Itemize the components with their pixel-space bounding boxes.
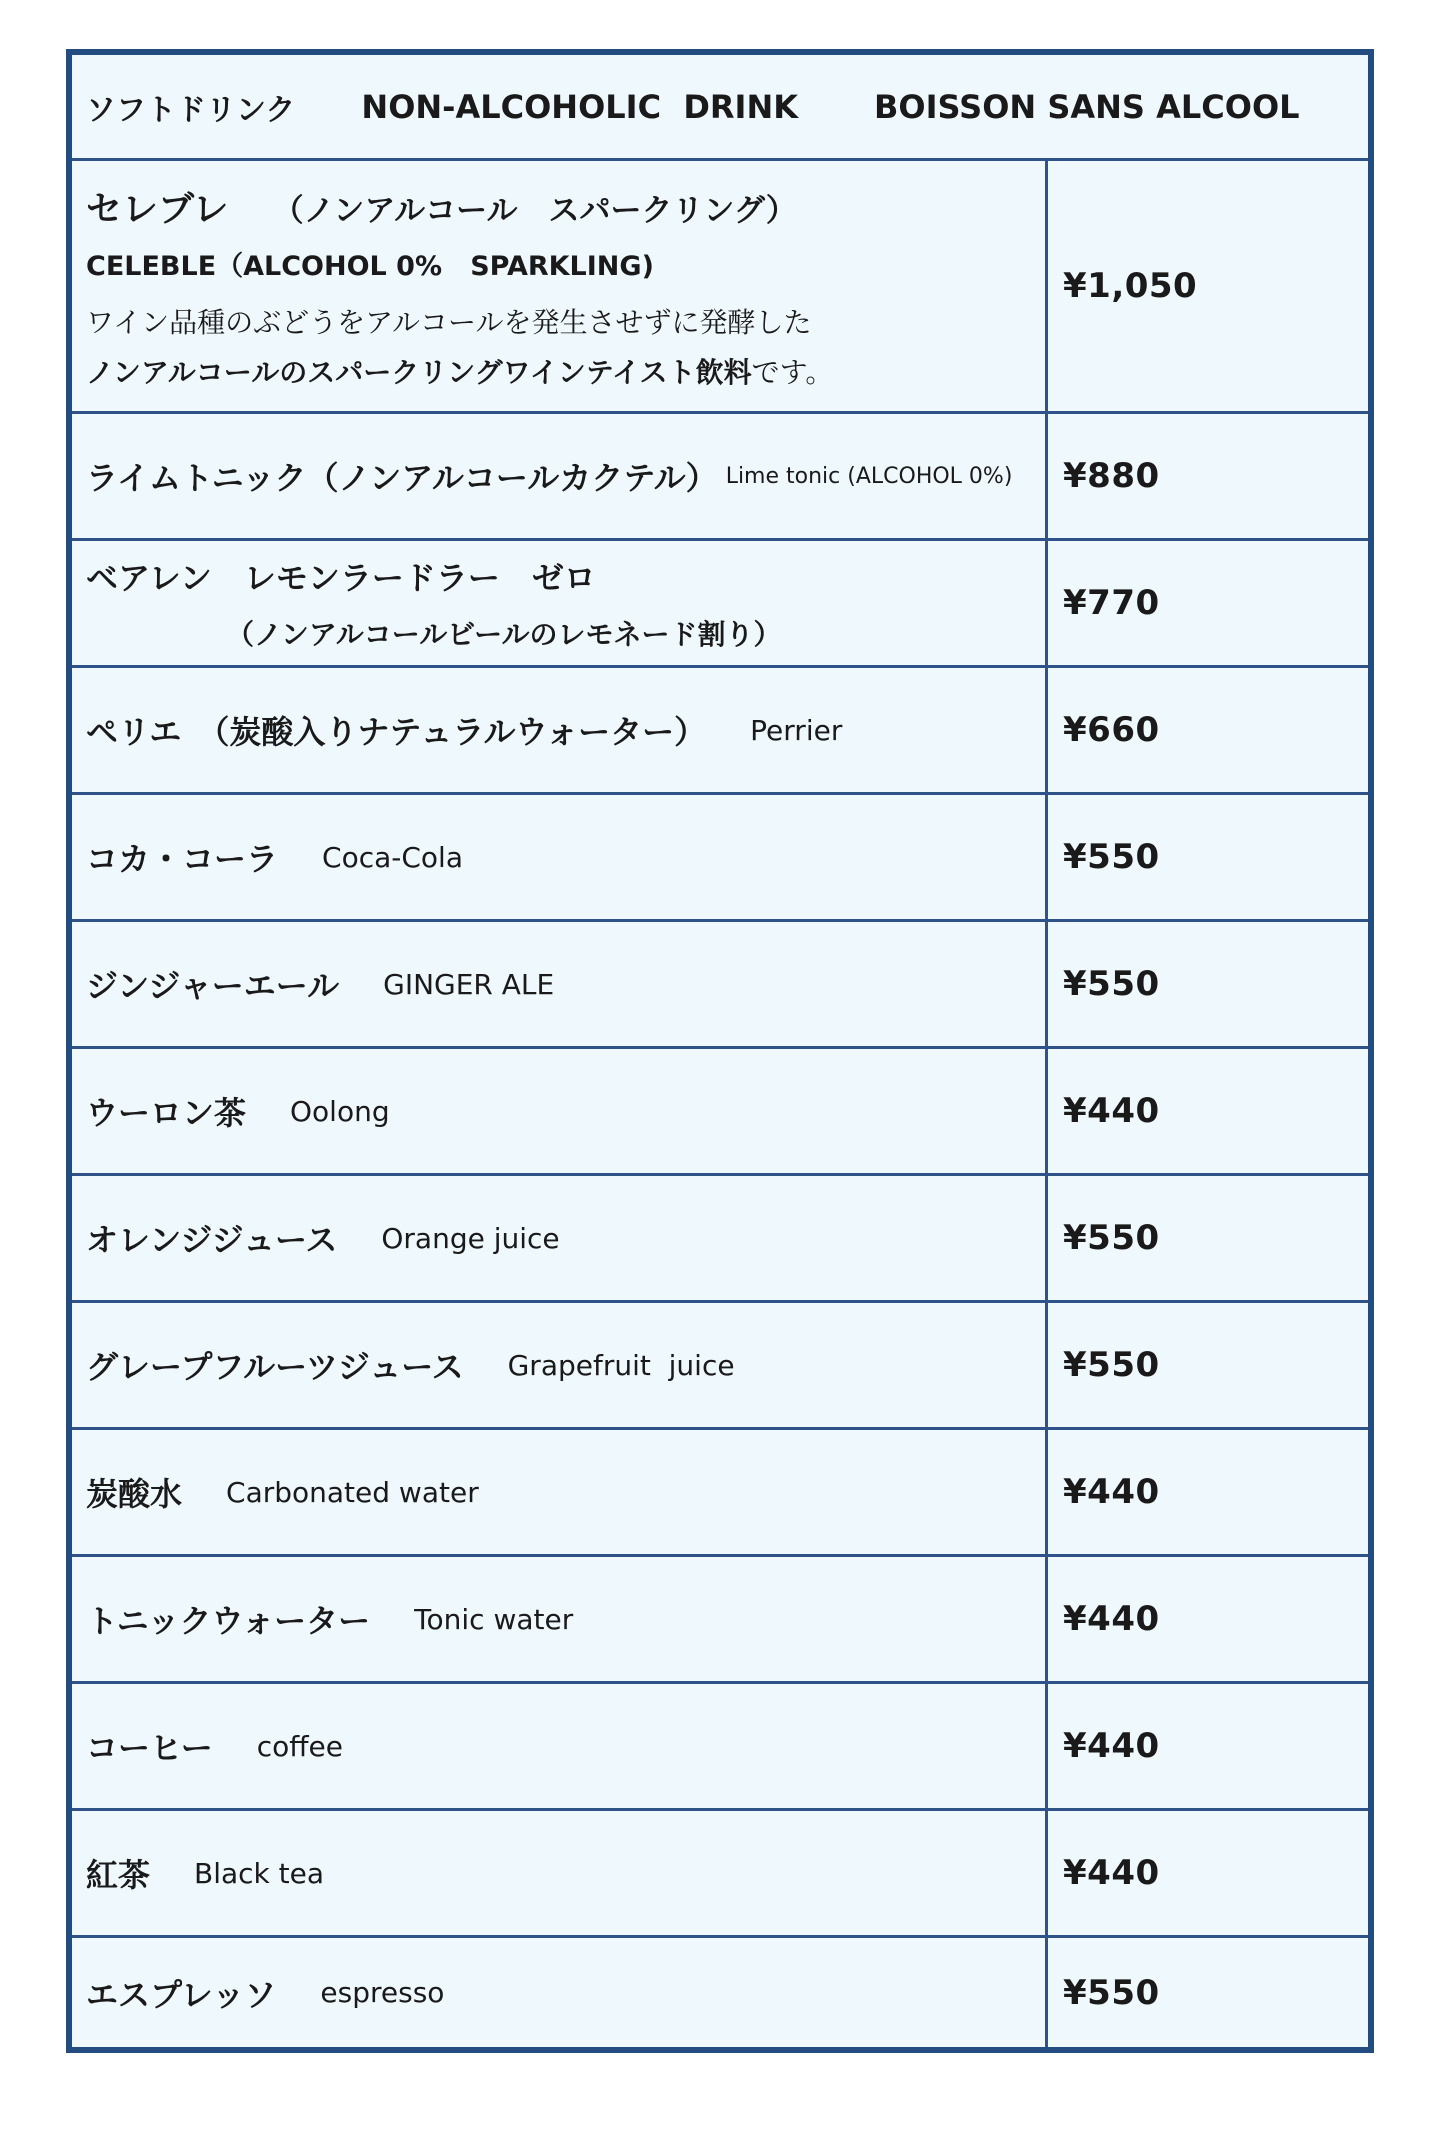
item-name-cell	[72, 161, 1048, 411]
celeble-title-paren: （ノンアルコール スパークリング）	[272, 193, 797, 229]
item-price: ¥550	[1063, 837, 1160, 877]
item-name-en: Black tea	[194, 1856, 325, 1890]
item-name-en: Orange juice	[381, 1221, 560, 1255]
menu-row	[72, 1557, 1368, 1684]
item-name-ja: トニックウォーター	[86, 1602, 371, 1640]
celeble-description-block	[86, 181, 833, 391]
item-name-cell	[72, 1430, 1048, 1554]
item-name-ja: エスプレッソ	[86, 1975, 277, 2014]
menu-row	[72, 1430, 1368, 1557]
item-name-cell	[72, 795, 1048, 919]
celeble-title-ja: セレブレ	[86, 189, 229, 230]
item-name-cell	[72, 1049, 1048, 1173]
item-name-ja: コカ・コーラ	[86, 840, 279, 878]
item-price: ¥880	[1063, 456, 1160, 496]
menu-row	[72, 1938, 1368, 2047]
celeble-desc-bold: ノンアルコールのスパークリングワインテイスト飲料	[86, 356, 752, 389]
header-french: BOISSON SANS ALCOOL	[874, 87, 1300, 126]
item-name-en: Carbonated water	[226, 1475, 479, 1509]
item-name-cell	[72, 1811, 1048, 1935]
item-name-en: espresso	[320, 1976, 445, 2009]
item-name-cell	[72, 1938, 1048, 2047]
item-price: ¥440	[1063, 1472, 1160, 1512]
item-name-cell	[72, 1557, 1048, 1681]
item-price: ¥550	[1063, 1218, 1160, 1258]
item-name-en: Perrier	[750, 713, 843, 747]
menu-row	[72, 922, 1368, 1049]
menu-row	[72, 795, 1368, 922]
item-name-en: Tonic water	[414, 1602, 574, 1636]
item-name-cell	[72, 541, 1048, 665]
menu-row	[72, 1176, 1368, 1303]
item-name-en: GINGER ALE	[383, 967, 555, 1001]
item-price: ¥440	[1063, 1599, 1160, 1639]
item-name-cell	[72, 1176, 1048, 1300]
celeble-desc-line2	[86, 351, 833, 391]
celeble-english: CELEBLE（ALCOHOL 0% SPARKLING)	[86, 251, 654, 282]
menu-row-lime-tonic	[72, 414, 1368, 541]
menu-row	[72, 1811, 1368, 1938]
item-name-ja: ペリエ （炭酸入りナテュラルウォーター）	[86, 713, 707, 751]
item-name-ja: ベアレン レモンラードラー ゼロ	[86, 559, 596, 597]
item-price: ¥550	[1063, 964, 1160, 1004]
item-price: ¥440	[1063, 1726, 1160, 1766]
item-price: ¥770	[1063, 583, 1160, 623]
item-name-en: coffee	[256, 1729, 344, 1763]
item-price: ¥440	[1063, 1091, 1160, 1131]
item-price: ¥550	[1063, 1345, 1160, 1385]
item-subtitle: （ノンアルコールビールのレモネード割り）	[226, 618, 782, 651]
item-name-ja: ジンジャーエール	[86, 967, 340, 1005]
item-name-cell	[72, 922, 1048, 1046]
item-name-ja: ライムトニック（ノンアルコールカクテル）	[86, 459, 718, 497]
menu-row	[72, 668, 1368, 795]
celeble-title	[86, 181, 833, 232]
item-name-en: Lime tonic (ALCOHOL 0%)	[725, 463, 1013, 489]
item-name-en: Coca-Cola	[322, 840, 463, 874]
item-name-cell	[72, 1303, 1048, 1427]
item-name-ja: コーヒー	[86, 1729, 213, 1767]
celeble-desc-rest: です。	[751, 356, 834, 389]
item-name-ja: ウーロン茶	[86, 1094, 247, 1132]
item-price: ¥660	[1063, 710, 1160, 750]
drink-menu-table	[66, 49, 1374, 2053]
menu-row-bearen	[72, 541, 1368, 668]
header-japanese: ソフトドリンク	[86, 92, 296, 128]
item-name-ja: グレープフルーツジュース	[86, 1348, 464, 1386]
celeble-desc-line1: ワイン品種のぶどうをアルコールを発生させずに発酵した	[86, 306, 812, 339]
menu-header	[72, 55, 1368, 161]
item-name-cell	[72, 414, 1048, 538]
item-name-cell	[72, 1684, 1048, 1808]
item-name-ja: 紅茶	[86, 1856, 151, 1894]
item-name-cell	[72, 668, 1048, 792]
item-name-ja: 炭酸水	[86, 1475, 183, 1513]
item-price: ¥1,050	[1063, 266, 1198, 306]
item-name-en: Oolong	[290, 1094, 390, 1128]
menu-row	[72, 1303, 1368, 1430]
menu-row-celeble	[72, 161, 1368, 414]
menu-row	[72, 1049, 1368, 1176]
item-price: ¥440	[1063, 1853, 1160, 1893]
header-english: NON-ALCOHOLIC DRINK	[361, 87, 799, 126]
bearen-block	[86, 553, 782, 653]
menu-row	[72, 1684, 1368, 1811]
item-price: ¥550	[1063, 1972, 1160, 2013]
item-name-en: Grapefruit juice	[507, 1348, 735, 1382]
item-name-ja: オレンジジュース	[86, 1221, 338, 1259]
